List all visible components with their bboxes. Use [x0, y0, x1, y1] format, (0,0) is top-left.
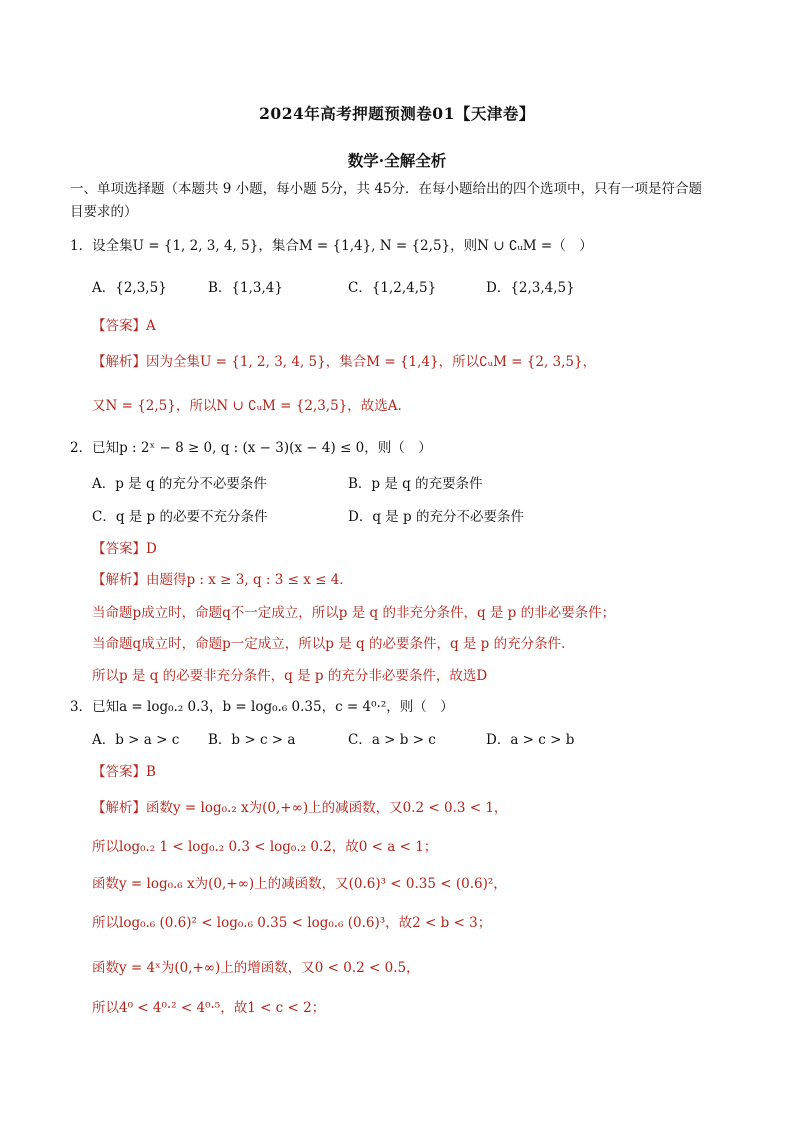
q3-option-a: A．b > a > c	[92, 732, 180, 748]
q1-stem: 1．设全集U = {1, 2, 3, 4, 5}，集合M = {1,4}, N = {2,5}，则N ∪ ∁ᵤM =（ ）	[70, 238, 593, 254]
q1-option-a: A．{2,3,5}	[92, 280, 167, 296]
q3-analysis-line2: 所以log₀.₂ 1 < log₀.₂ 0.3 < log₀.₂ 0.2，故0 < a < 1；	[92, 839, 438, 855]
q1-answer: 【答案】A	[92, 318, 156, 334]
q2-analysis-line4: 所以p 是 q 的必要非充分条件，q 是 p 的充分非必要条件，故选D	[92, 668, 488, 684]
q3-stem: 3．已知a = log₀.₂ 0.3，b = log₀.₆ 0.35，c = 4⁰·²，则（ ）	[70, 699, 454, 715]
q2-stem: 2．已知p : 2ˣ − 8 ≥ 0, q : (x − 3)(x − 4) ≤ 0，则（ ）	[70, 440, 432, 456]
q3-analysis-line3: 函数y = log₀.₆ x为(0,+∞)上的减函数，又(0.6)³ < 0.35 < (0.6)²，	[92, 876, 507, 892]
q2-analysis-line2: 当命题p成立时，命题q不一定成立，所以p 是 q 的非充分条件，q 是 p 的非必要条件；	[92, 605, 616, 621]
q3-analysis-line6: 所以4⁰ < 4⁰·² < 4⁰·⁵，故1 < c < 2；	[92, 1000, 326, 1016]
q1-analysis-line1: 【解析】因为全集U = {1, 2, 3, 4, 5}，集合M = {1,4}，所以∁ᵤM = {2, 3,5}，	[92, 354, 597, 370]
q3-option-c: C．a > b > c	[348, 732, 436, 748]
q2-option-d: D．q 是 p 的充分不必要条件	[348, 509, 524, 525]
q1-option-c: C．{1,2,4,5}	[348, 280, 437, 296]
q1-option-b: B．{1,3,4}	[208, 280, 283, 296]
q2-option-b: B．p 是 q 的充要条件	[348, 476, 483, 492]
q3-analysis-line4: 所以log₀.₆ (0.6)² < log₀.₆ 0.35 < log₀.₆ (0.6)³，故2 < b < 3；	[92, 915, 492, 931]
q2-analysis-line3: 当命题q成立时，命题p一定成立，所以p 是 q 的必要条件，q 是 p 的充分条件.	[92, 636, 566, 652]
q2-analysis-line1: 【解析】由题得p : x ≥ 3, q : 3 ≤ x ≤ 4．	[92, 572, 353, 588]
q2-option-a: A．p 是 q 的充分不必要条件	[92, 476, 267, 492]
q2-answer: 【答案】D	[92, 541, 157, 557]
page-title: 2024年高考押题预测卷01【天津卷】	[259, 104, 535, 123]
q3-option-b: B．b > c > a	[208, 732, 296, 748]
section-heading-line2: 目要求的）	[70, 204, 138, 220]
section-heading-line1: 一、单项选择题（本题共 9 小题，每小题 5分，共 45分．在每小题给出的四个选项中，只有一项是符合题	[70, 181, 703, 197]
q2-option-c: C．q 是 p 的必要不充分条件	[92, 509, 268, 525]
q3-analysis-line1: 【解析】函数y = log₀.₂ x为(0,+∞)上的减函数，又0.2 < 0.3 < 1，	[92, 800, 508, 816]
q3-answer: 【答案】B	[92, 764, 156, 780]
q1-analysis-line2: 又N = {2,5}，所以N ∪ ∁ᵤM = {2,3,5}，故选A.	[92, 398, 402, 414]
page-subtitle: 数学·全解全析	[347, 151, 447, 170]
q1-option-d: D．{2,3,4,5}	[486, 280, 575, 296]
q3-option-d: D．a > c > b	[486, 732, 575, 748]
q3-analysis-line5: 函数y = 4ˣ为(0,+∞)上的增函数，又0 < 0.2 < 0.5，	[92, 960, 420, 976]
